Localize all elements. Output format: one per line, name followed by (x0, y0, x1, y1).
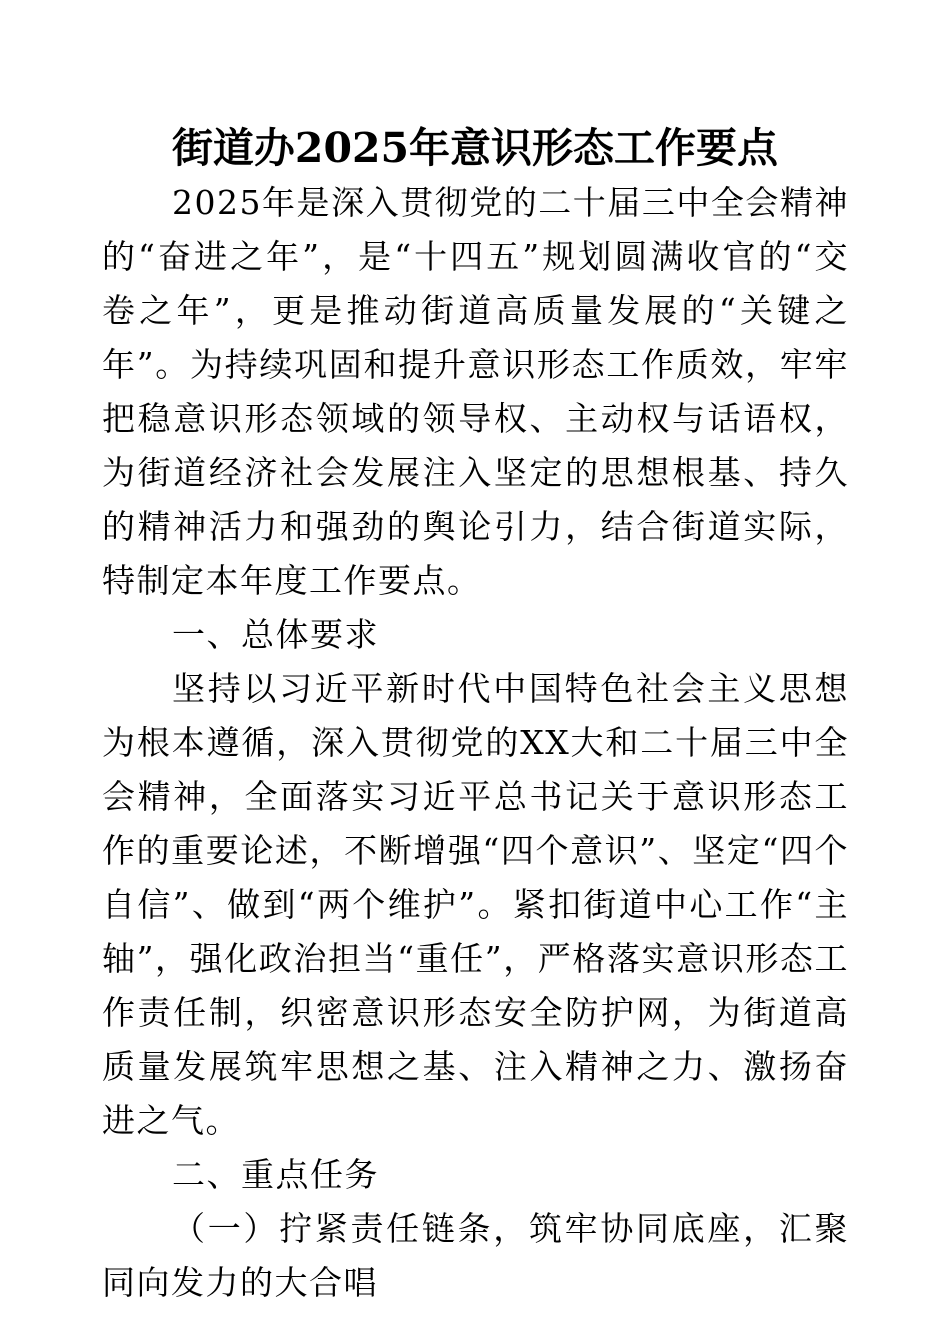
subsection-heading-1: （一）拧紧责任链条，筑牢协同底座，汇聚同向发力的大合唱 (102, 1209, 849, 1302)
intro-paragraph: 2025年是深入贯彻党的二十届三中全会精神的“奋进之年”，是“十四五”规划圆满收官的“交卷之年”，更是推动街道高质量发展的“关键之年”。为持续巩固和提升意识形态工作质效，牢牢把稳意识形态领域的领导权、主动权与话语权，为街道经济社会发展注入坚定的思想根基、持久的精神活力和强劲的舆论引力，结合街道实际，特制定本年度工作要点。 (102, 183, 849, 600)
section-heading-key-tasks: 二、重点任务 (172, 1155, 379, 1194)
document-body (102, 176, 849, 1310)
section-heading-general-requirements: 一、总体要求 (172, 615, 379, 654)
general-requirements-paragraph: 坚持以习近平新时代中国特色社会主义思想为根本遵循，深入贯彻党的XX大和二十届三中全会精神，全面落实习近平总书记关于意识形态工作的重要论述，不断增强“四个意识”、坚定“四个自信”、做到“两个维护”。紧扣街道中心工作“主轴”，强化政治担当“重任”，严格落实意识形态工作责任制，织密意识形态安全防护网，为街道高质量发展筑牢思想之基、注入精神之力、激扬奋进之气。 (102, 669, 849, 1140)
document-title: 街道办2025年意识形态工作要点 (171, 124, 779, 172)
